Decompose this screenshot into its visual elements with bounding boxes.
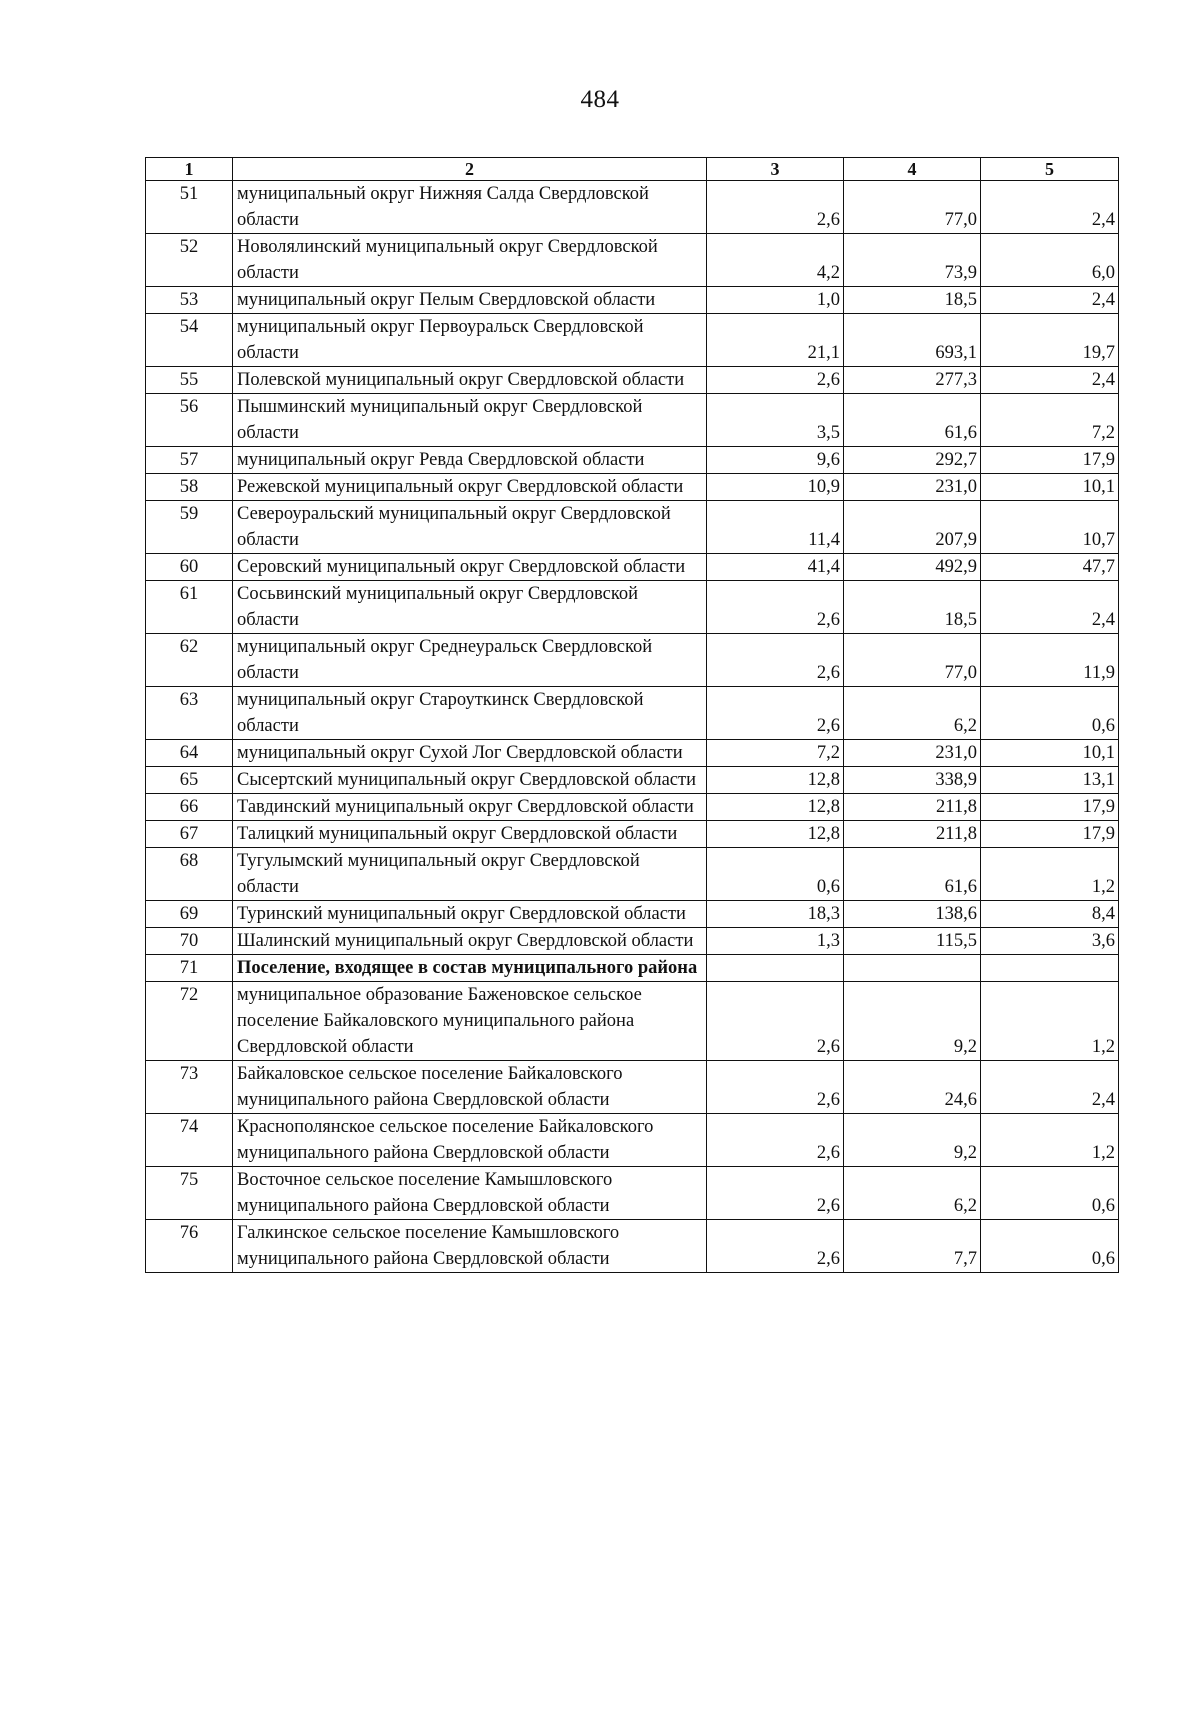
row-col-5: 10,1: [981, 740, 1119, 767]
row-number: 74: [146, 1114, 233, 1167]
row-number: 67: [146, 821, 233, 848]
row-col-5: 2,4: [981, 181, 1119, 234]
row-col-5: 13,1: [981, 767, 1119, 794]
row-col-4: 77,0: [844, 634, 981, 687]
row-col-4: [844, 955, 981, 982]
row-col-4: 338,9: [844, 767, 981, 794]
row-col-3: 1,0: [707, 287, 844, 314]
table-row: [146, 367, 1119, 394]
row-number: 64: [146, 740, 233, 767]
row-number: 53: [146, 287, 233, 314]
row-number: 68: [146, 848, 233, 901]
row-name: Галкинское сельское поселение Камышловского муниципального района Свердловской области: [233, 1220, 707, 1273]
row-col-3: 2,6: [707, 1114, 844, 1167]
row-col-5: 0,6: [981, 1167, 1119, 1220]
table-row: [146, 394, 1119, 447]
table-row: [146, 821, 1119, 848]
row-col-5: 19,7: [981, 314, 1119, 367]
row-col-5: 6,0: [981, 234, 1119, 287]
row-col-4: 18,5: [844, 581, 981, 634]
table-header: [146, 158, 1119, 181]
row-col-4: 9,2: [844, 1114, 981, 1167]
table-row: [146, 928, 1119, 955]
row-col-3: 10,9: [707, 474, 844, 501]
table-row: [146, 314, 1119, 367]
row-number: 70: [146, 928, 233, 955]
header-col-2: 2: [233, 158, 707, 181]
row-col-4: 18,5: [844, 287, 981, 314]
table-body: [146, 181, 1119, 1273]
data-table: [145, 157, 1119, 1273]
header-col-3: 3: [707, 158, 844, 181]
row-number: 57: [146, 447, 233, 474]
row-col-4: 693,1: [844, 314, 981, 367]
row-col-3: 2,6: [707, 1167, 844, 1220]
table-row: [146, 1220, 1119, 1273]
row-name: Сысертский муниципальный округ Свердловской области: [233, 767, 707, 794]
table-row: [146, 794, 1119, 821]
row-col-4: 211,8: [844, 821, 981, 848]
page-number: 484: [580, 86, 620, 113]
row-number: 56: [146, 394, 233, 447]
row-col-4: 211,8: [844, 794, 981, 821]
row-number: 71: [146, 955, 233, 982]
row-col-3: 2,6: [707, 367, 844, 394]
row-number: 69: [146, 901, 233, 928]
row-col-4: 6,2: [844, 1167, 981, 1220]
table-row: [146, 1167, 1119, 1220]
row-col-5: 2,4: [981, 367, 1119, 394]
row-name: Полевской муниципальный округ Свердловской области: [233, 367, 707, 394]
table-row: [146, 901, 1119, 928]
row-col-4: 61,6: [844, 848, 981, 901]
table-row: [146, 1061, 1119, 1114]
row-col-4: 231,0: [844, 740, 981, 767]
table-row: [146, 740, 1119, 767]
row-col-5: 2,4: [981, 581, 1119, 634]
row-name: Серовский муниципальный округ Свердловской области: [233, 554, 707, 581]
row-col-3: 2,6: [707, 1220, 844, 1273]
row-name: муниципальный округ Пелым Свердловской области: [233, 287, 707, 314]
row-number: 75: [146, 1167, 233, 1220]
row-col-3: 12,8: [707, 767, 844, 794]
row-col-3: 18,3: [707, 901, 844, 928]
row-col-4: 24,6: [844, 1061, 981, 1114]
row-col-3: 2,6: [707, 1061, 844, 1114]
row-name: Талицкий муниципальный округ Свердловской области: [233, 821, 707, 848]
table-row: [146, 181, 1119, 234]
row-name: муниципальный округ Первоуральск Свердловской области: [233, 314, 707, 367]
row-col-4: 61,6: [844, 394, 981, 447]
table-row: [146, 581, 1119, 634]
row-name: Пышминский муниципальный округ Свердловской области: [233, 394, 707, 447]
row-col-5: 47,7: [981, 554, 1119, 581]
row-col-3: 21,1: [707, 314, 844, 367]
row-name: Поселение, входящее в состав муниципального района: [233, 955, 707, 982]
table-row: [146, 634, 1119, 687]
row-col-5: 17,9: [981, 447, 1119, 474]
row-col-4: 7,7: [844, 1220, 981, 1273]
row-name: Байкаловское сельское поселение Байкаловского муниципального района Свердловской области: [233, 1061, 707, 1114]
row-col-4: 6,2: [844, 687, 981, 740]
row-name: муниципальный округ Староуткинск Свердловской области: [233, 687, 707, 740]
row-number: 59: [146, 501, 233, 554]
row-col-5: 1,2: [981, 1114, 1119, 1167]
table-row: [146, 287, 1119, 314]
row-number: 61: [146, 581, 233, 634]
header-col-5: 5: [981, 158, 1119, 181]
row-col-3: [707, 955, 844, 982]
row-name: муниципальное образование Баженовское сельское поселение Байкаловского муниципального района Свердловской области: [233, 982, 707, 1061]
table-row: [146, 767, 1119, 794]
row-name: Режевской муниципальный округ Свердловской области: [233, 474, 707, 501]
row-name: Североуральский муниципальный округ Свердловской области: [233, 501, 707, 554]
row-name: Краснополянское сельское поселение Байкаловского муниципального района Свердловской области: [233, 1114, 707, 1167]
row-col-5: 0,6: [981, 687, 1119, 740]
row-name: Туринский муниципальный округ Свердловской области: [233, 901, 707, 928]
row-name: Шалинский муниципальный округ Свердловской области: [233, 928, 707, 955]
row-col-4: 138,6: [844, 901, 981, 928]
row-col-5: [981, 955, 1119, 982]
row-col-3: 41,4: [707, 554, 844, 581]
row-col-5: 11,9: [981, 634, 1119, 687]
row-col-5: 17,9: [981, 821, 1119, 848]
row-name: Восточное сельское поселение Камышловского муниципального района Свердловской области: [233, 1167, 707, 1220]
row-col-3: 3,5: [707, 394, 844, 447]
row-col-5: 2,4: [981, 1061, 1119, 1114]
row-col-5: 0,6: [981, 1220, 1119, 1273]
row-col-3: 1,3: [707, 928, 844, 955]
row-col-4: 207,9: [844, 501, 981, 554]
row-col-3: 2,6: [707, 181, 844, 234]
row-name: муниципальный округ Нижняя Салда Свердловской области: [233, 181, 707, 234]
row-number: 55: [146, 367, 233, 394]
row-col-3: 7,2: [707, 740, 844, 767]
row-col-3: 12,8: [707, 821, 844, 848]
row-col-4: 231,0: [844, 474, 981, 501]
row-col-4: 492,9: [844, 554, 981, 581]
row-col-4: 9,2: [844, 982, 981, 1061]
row-col-3: 2,6: [707, 982, 844, 1061]
row-number: 62: [146, 634, 233, 687]
row-number: 76: [146, 1220, 233, 1273]
row-number: 65: [146, 767, 233, 794]
row-number: 66: [146, 794, 233, 821]
table-row: [146, 687, 1119, 740]
row-number: 60: [146, 554, 233, 581]
row-col-5: 1,2: [981, 982, 1119, 1061]
row-number: 52: [146, 234, 233, 287]
row-col-5: 1,2: [981, 848, 1119, 901]
row-col-3: 2,6: [707, 634, 844, 687]
row-col-3: 11,4: [707, 501, 844, 554]
row-col-3: 2,6: [707, 581, 844, 634]
row-name: Сосьвинский муниципальный округ Свердловской области: [233, 581, 707, 634]
row-col-3: 0,6: [707, 848, 844, 901]
table-row: [146, 554, 1119, 581]
row-col-4: 115,5: [844, 928, 981, 955]
header-col-4: 4: [844, 158, 981, 181]
row-name: Новолялинский муниципальный округ Свердловской области: [233, 234, 707, 287]
header-row: [146, 158, 1119, 181]
row-number: 54: [146, 314, 233, 367]
table-row: [146, 955, 1119, 982]
row-number: 58: [146, 474, 233, 501]
row-name: муниципальный округ Среднеуральск Свердловской области: [233, 634, 707, 687]
header-col-1: 1: [146, 158, 233, 181]
table-row: [146, 848, 1119, 901]
row-name: муниципальный округ Ревда Свердловской области: [233, 447, 707, 474]
table-row: [146, 447, 1119, 474]
row-col-5: 8,4: [981, 901, 1119, 928]
row-col-5: 10,7: [981, 501, 1119, 554]
table-row: [146, 501, 1119, 554]
row-name: муниципальный округ Сухой Лог Свердловской области: [233, 740, 707, 767]
row-col-5: 2,4: [981, 287, 1119, 314]
row-col-3: 12,8: [707, 794, 844, 821]
table-row: [146, 474, 1119, 501]
row-name: Тугулымский муниципальный округ Свердловской области: [233, 848, 707, 901]
row-col-5: 10,1: [981, 474, 1119, 501]
row-number: 51: [146, 181, 233, 234]
row-col-5: 7,2: [981, 394, 1119, 447]
row-number: 72: [146, 982, 233, 1061]
table-row: [146, 982, 1119, 1061]
table-row: [146, 234, 1119, 287]
row-name: Тавдинский муниципальный округ Свердловской области: [233, 794, 707, 821]
row-col-3: 4,2: [707, 234, 844, 287]
row-col-4: 73,9: [844, 234, 981, 287]
table-row: [146, 1114, 1119, 1167]
row-col-3: 2,6: [707, 687, 844, 740]
row-col-3: 9,6: [707, 447, 844, 474]
row-number: 73: [146, 1061, 233, 1114]
row-col-4: 77,0: [844, 181, 981, 234]
row-col-5: 3,6: [981, 928, 1119, 955]
row-number: 63: [146, 687, 233, 740]
row-col-4: 292,7: [844, 447, 981, 474]
row-col-4: 277,3: [844, 367, 981, 394]
row-col-5: 17,9: [981, 794, 1119, 821]
